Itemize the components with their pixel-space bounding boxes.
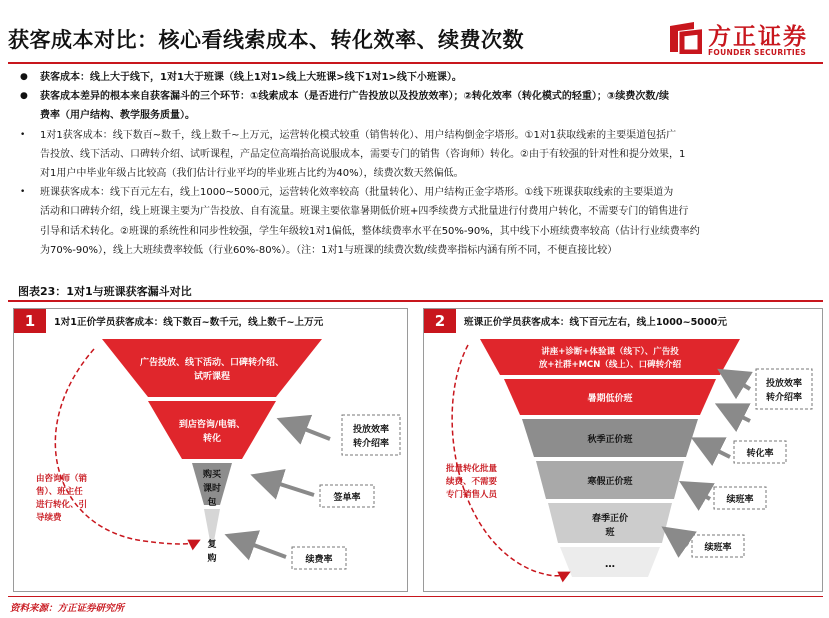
arrow-rate-2 (722, 407, 750, 421)
panel-number: 2 (424, 309, 456, 333)
label-rate-referral: 转介绍率 (765, 393, 803, 403)
level-5-label: 班 (605, 528, 615, 538)
level-3-label: 秋季正价班 (587, 435, 633, 445)
bullet-list (14, 68, 814, 260)
level-4-label: 购 (207, 554, 217, 564)
company-logo (668, 18, 818, 64)
label-rate-signing: 签单率 (333, 493, 361, 503)
funnel-diagram-class (424, 309, 824, 593)
page-title: 获客成本对比：核心看线索成本、转化效率、续费次数 (8, 28, 524, 52)
level-4-label: 复 (207, 540, 217, 550)
level-2-label: 到店咨询/电销、 (178, 420, 246, 430)
bullet-line: 获客成本：线上大于线下，1对1大于班课（线上1对1>线上大班课>线下1对1>线下小班课）。 (40, 72, 462, 83)
bullet-item (14, 126, 814, 184)
left-note: 专门销售人员 (446, 490, 498, 500)
label-rate-continue: 续班率 (726, 495, 754, 505)
left-note: 进行转化、引 (36, 500, 88, 510)
bullet-line: 活动和口碑转介绍，线上班课主要为广告投放、自有流量。班课主要依靠暑期低价班+四季续费方式批量进行付费用户转化，不需要专门的销售进行 (40, 206, 689, 218)
level-1-label: 试听课程 (193, 372, 231, 382)
level-1-label: 放+社群+MCN（线上）、口碑转介绍 (538, 360, 682, 370)
arrow-rate-2 (258, 477, 314, 495)
logo-text-cn: 方正证券 (708, 24, 808, 50)
level-2-label: 暑期低价班 (587, 394, 633, 404)
label-rate-investment: 投放效率 (765, 379, 803, 389)
left-note: 续费、不需要 (446, 477, 498, 487)
arrow-rate-1 (724, 373, 750, 389)
level-5-label: 春季正价 (591, 514, 629, 524)
bullet-item (14, 183, 814, 260)
level-3-label: 购买 (202, 470, 222, 480)
arrow-rate-3 (698, 441, 730, 457)
arrow-rate-3 (232, 537, 286, 557)
level-3-label: 课时 (202, 484, 222, 494)
funnel-panel-1v1 (13, 308, 408, 592)
left-note: 由咨询师（销 (36, 474, 88, 484)
arrow-rate-4 (686, 485, 710, 499)
bullet-line: 为70%-90%），线上大班续费率较低（行业60%-80%）。（注：1对1与班课的续费次数/续费率指标内涵有所不同，不便直接比较） (40, 244, 618, 256)
panel-heading: 1对1正价学员获客成本：线下数百~数千元，线上数千~上万元 (54, 317, 324, 328)
bullet-line: 费率（用户结构、教学服务质量）。 (40, 110, 195, 122)
logo-text-en: FOUNDER SECURITIES (708, 48, 807, 57)
level-3-label: 包 (207, 498, 217, 508)
founder-logo-icon (668, 20, 702, 54)
level-6-label: … (605, 559, 615, 570)
figure-title: 图表23：1对1与班课获客漏斗对比 (18, 285, 192, 298)
funnel-level-2 (148, 401, 276, 459)
left-note: 售）、班主任 (36, 487, 83, 497)
bullet-line: 告投放、线下活动、口碑转介绍、试听课程，产品定位高端抬高说服成本，需要专门的销售（咨询师）转化。②由于有较强的针对性和提分效果，1 (40, 148, 686, 160)
left-note: 导续费 (36, 513, 62, 523)
label-box-rate-1 (756, 369, 812, 409)
bullet-line: 获客成本差异的根本来自获客漏斗的三个环节：①线索成本（是否进行广告投放以及投放效率）；②转化效率（转化模式的轻重）；③续费次数/续 (40, 91, 670, 103)
footer-rule (8, 596, 823, 597)
level-4-label: 寒假正价班 (587, 477, 633, 487)
bullet-item (14, 87, 814, 125)
arrow-rate-5 (668, 531, 688, 545)
source-note: 资料来源：方正证券研究所 (10, 603, 125, 614)
label-rate-renewal: 续费率 (305, 555, 333, 565)
bullet-dot: ● (20, 91, 28, 102)
funnel-diagram-1v1 (14, 309, 409, 593)
bullet-dot: • (20, 187, 26, 198)
header-rule (8, 62, 823, 64)
bullet-item (14, 68, 814, 87)
bullet-line: 班课获客成本：线下百元左右，线上1000~5000元，运营转化效率较高（批量转化）、用户结构正金字塔形。①线下班课获取线索的主要渠道为 (40, 187, 674, 199)
funnel-level-4 (204, 509, 220, 541)
label-box-rate-1 (342, 415, 400, 455)
arrow-rate-1 (284, 421, 330, 439)
figure-rule (8, 300, 823, 302)
left-note: 批量转化批量 (446, 464, 498, 474)
level-1-label: 广告投放、线下活动、口碑转介绍、 (139, 358, 285, 368)
bullet-dot: • (20, 129, 26, 140)
funnel-panel-class (423, 308, 823, 592)
label-rate-conversion: 转化率 (746, 449, 774, 459)
level-1-label: 讲座+诊断+体验课（线下）、广告投 (541, 347, 679, 357)
panel-heading: 班课正价学员获客成本：线下百元左右，线上1000~5000元 (464, 317, 727, 328)
bullet-dot: ● (20, 72, 28, 82)
funnel-level-1 (102, 339, 322, 397)
label-rate-continue: 续班率 (704, 543, 732, 553)
panel-number: 1 (14, 309, 46, 333)
label-rate-referral: 转介绍率 (352, 439, 390, 449)
bullet-line: 1对1获客成本：线下数百~数千，线上数千~上万元，运营转化模式较重（销售转化）、用户结构倒金字塔形。①1对1获取线索的主要渠道包括广 (40, 129, 677, 141)
bullet-line: 对1用户中毕业年级占比较高（我们估计行业平均的毕业班占比约为40%），续费次数天然偏低。 (40, 168, 464, 180)
bullet-line: 引导和话术转化。②班课的系统性和同步性较强，学生年级较1对1偏低，整体续费率水平在50%-90%，其中线下小班续费率较高（估计行业续费率约 (40, 225, 700, 237)
level-2-label: 转化 (202, 434, 222, 444)
label-rate-investment: 投放效率 (352, 425, 390, 435)
